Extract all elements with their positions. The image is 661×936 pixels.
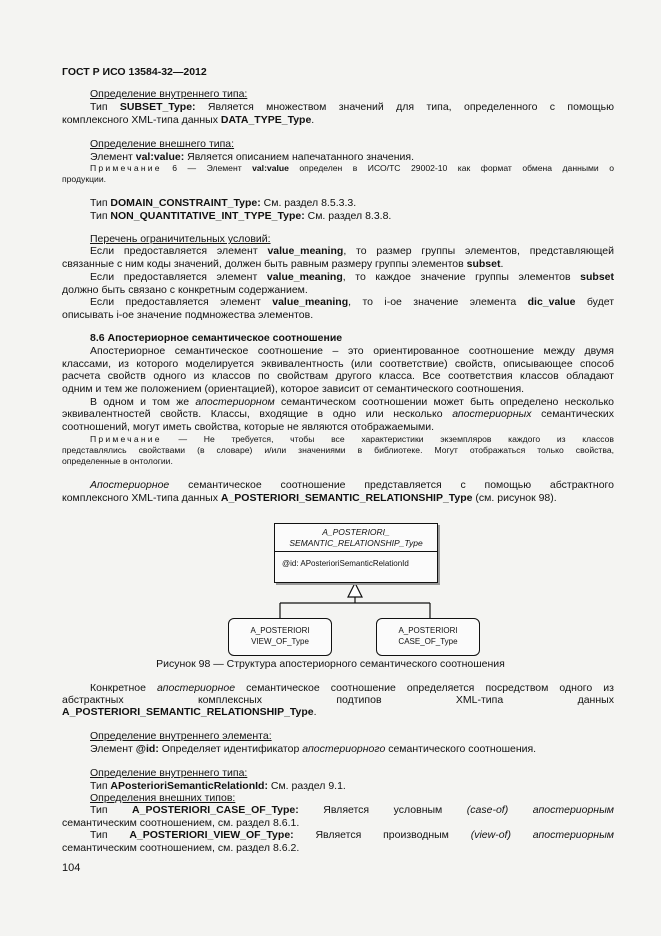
internal-type-heading-2: Определение внутреннего типа: <box>90 767 248 779</box>
section-p1-line-2: классами, из которого моделируется эквивалентность (или соответствие) свойств, описывающее способ <box>62 358 614 370</box>
constraint-1-line-1: Если предоставляется элемент value_meaning, то размер группы элементов, представляющей <box>90 245 615 257</box>
constraint-1-line-2: связанные с ним коды значений, должен быть равным размеру группы элементов subset. <box>62 258 504 270</box>
non-quantitative-line: Тип NON_QUANTITATIVE_INT_TYPE_Type: См. раздел 8.3.8. <box>90 210 392 222</box>
concrete-line-1: Конкретное апостериорное семантическое соотношение определяется посредством одного из <box>90 682 614 694</box>
id-element-line: Элемент @id: Определяет идентификатор апостериорного семантического соотношения. <box>90 743 537 755</box>
constraint-2-line-1: Если предоставляется элемент value_meaning, то каждое значение группы элементов subset <box>90 271 614 283</box>
section-p1-line-3: расчета свойств одного из классов по свойствам другого класса. Все соответствия классов обладают <box>62 370 614 382</box>
section-p3-line-2: комплексного XML-типа данных A_POSTERIORI_SEMANTIC_RELATIONSHIP_Type (см. рисунок 98). <box>62 492 557 504</box>
section-title: 8.6 Апостериорное семантическое соотношение <box>90 332 343 344</box>
page-number: 104 <box>62 862 81 874</box>
class-name: A_POSTERIORI_ SEMANTIC_RELATIONSHIP_Type <box>275 524 437 552</box>
constraint-3-line-1: Если предоставляется элемент value_meaning, то i-ое значение элемента dic_value будет <box>90 296 614 308</box>
section-note-line-1: Примечание — Не требуется, чтобы все характеристики экземпляров каждого из классов <box>90 434 614 444</box>
constraints-heading: Перечень ограничительных условий: <box>90 233 271 245</box>
view-of-line-2: семантическим соотношением, см. раздел 8.6.2. <box>62 842 300 854</box>
section-note-line-2: представлялись свойствами (в словаре) и/или значениями в библиотеке. Могут отображаться только свойства, <box>62 445 614 455</box>
section-p3-line-1: Апостериорное семантическое соотношение представляется с помощью абстрактного <box>90 479 614 491</box>
subset-type-line-2: комплексного XML-типа данных DATA_TYPE_Type. <box>62 114 315 126</box>
a-posteriori-semantic-relationship-class <box>274 523 438 583</box>
section-p2-line-2: эквивалентностей свойств. Классы, входящие в одно или несколько апостериорных семантических <box>62 408 614 420</box>
internal-type-heading: Определение внутреннего типа: <box>90 88 248 100</box>
figure-caption: Рисунок 98 — Структура апостериорного семантического соотношения <box>156 658 505 670</box>
document-header: ГОСТ Р ИСО 13584-32—2012 <box>62 66 207 78</box>
note-6-line-2: продукции. <box>62 174 107 184</box>
domain-constraint-line: Тип DOMAIN_CONSTRAINT_Type: См. раздел 8.5.3.3. <box>90 197 357 209</box>
internal-element-heading: Определение внутреннего элемента: <box>90 730 272 742</box>
figure-98-diagram <box>0 515 661 665</box>
section-p1-line-1: Апостериорное семантическое соотношение – это ориентированное соотношение между двумя <box>90 345 614 357</box>
case-of-type-class: A_POSTERIORI CASE_OF_Type <box>376 618 480 656</box>
case-of-line: Тип A_POSTERIORI_CASE_OF_Type: Является условным (case-of) апостериорным <box>90 804 615 816</box>
constraint-3-line-2: описывать i-ое значение подмножества элементов. <box>62 309 314 321</box>
external-type-heading: Определение внешнего типа: <box>90 138 235 150</box>
view-of-type-class: A_POSTERIORI VIEW_OF_Type <box>228 618 332 656</box>
val-value-line: Элемент val:value: Является описанием напечатанного значения. <box>90 151 415 163</box>
section-p2-line-3: соотношений, могут иметь свойства, которые не являются отображаемыми. <box>62 421 435 433</box>
section-note-line-3: определенные в онтологии. <box>62 456 173 466</box>
external-types-heading: Определения внешних типов: <box>90 792 236 804</box>
note-6: Примечание 6 — Элемент val:value определен в ИСО/ТС 29002-10 как формат обмена данными о <box>90 163 614 173</box>
concrete-line-2: абстрактных комплексных подтипов XML-типа данных <box>62 694 614 706</box>
constraint-2-line-2: должно быть связано с конкретным содержанием. <box>62 284 308 296</box>
class-attribute: @id: APosterioriSemanticRelationId <box>282 559 409 568</box>
concrete-line-3: A_POSTERIORI_SEMANTIC_RELATIONSHIP_Type. <box>62 706 317 718</box>
section-p1-line-4: одним и тем же положением (ориентацией), которое зависит от семантического соотношения. <box>62 383 525 395</box>
relation-id-line: Тип APosterioriSemanticRelationId: См. раздел 9.1. <box>90 780 346 792</box>
case-of-line-2: семантическим соотношением, см. раздел 8.6.1. <box>62 817 300 829</box>
section-p2-line-1: В одном и том же апостериорном семантическом соотношении может быть определено несколько <box>90 396 614 408</box>
view-of-line: Тип A_POSTERIORI_VIEW_OF_Type: Является производным (view-of) апостериорным <box>90 829 615 841</box>
subset-type-line: Тип SUBSET_Type: Является множеством значений для типа, определенного с помощью <box>90 101 614 113</box>
